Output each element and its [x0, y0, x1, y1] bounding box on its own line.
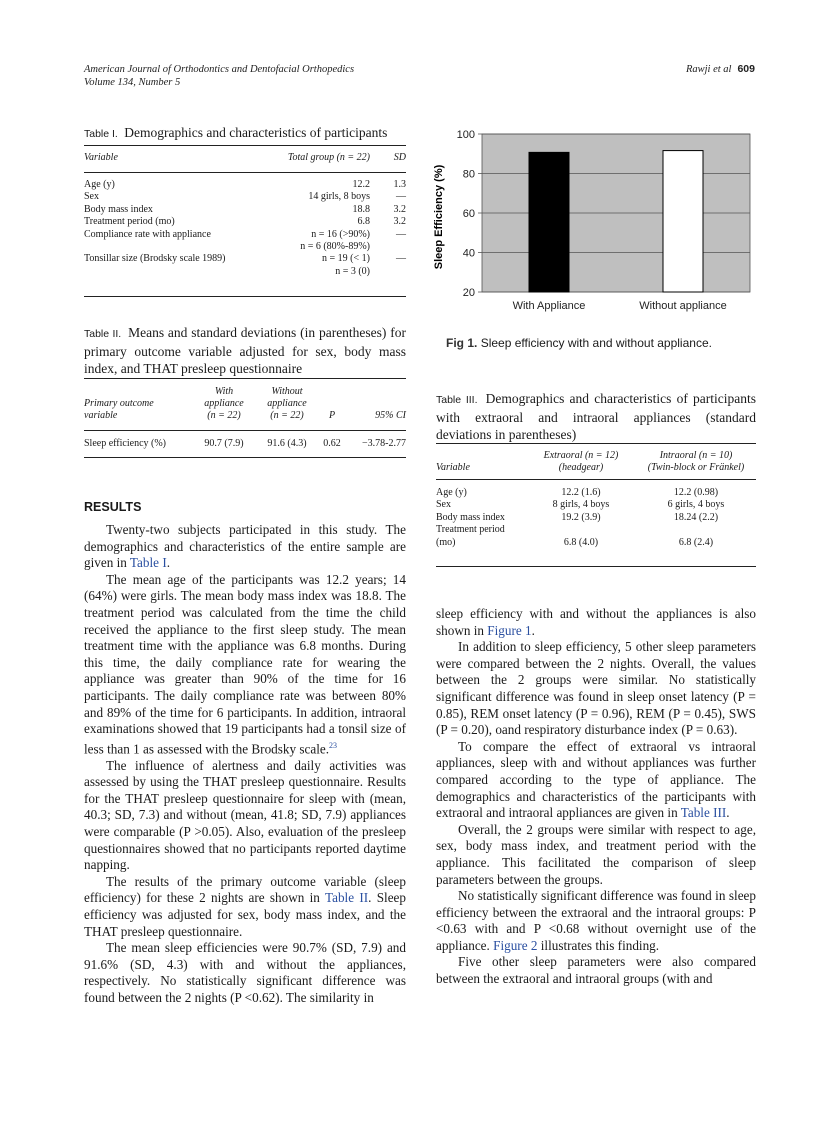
table1-cell-total: n = 3 (0)	[335, 265, 370, 277]
table2-label: Table II.	[84, 328, 122, 340]
table3-link[interactable]: Table III	[680, 805, 727, 821]
right-column-text	[436, 606, 756, 988]
table3-header	[436, 450, 756, 474]
table3-cell-intra: 6 girls, 4 boys	[667, 499, 725, 511]
table3-top-rule	[436, 443, 756, 444]
table1-cell-total: 18.8	[352, 203, 370, 215]
table2-caption	[84, 324, 406, 377]
table3-bottom-rule	[436, 566, 756, 567]
table-row	[436, 499, 756, 511]
table2-header	[84, 386, 406, 422]
table1-header-total: Total group (n = 22)	[287, 152, 370, 163]
table1-title: Demographics and characteristics of participants	[124, 125, 388, 140]
table1-cell-sd: —	[396, 228, 406, 240]
table-row	[84, 179, 406, 191]
table1-link[interactable]: Table I	[129, 555, 167, 571]
table3-caption	[436, 390, 756, 443]
table3-cell-variable: (mo)	[436, 536, 456, 548]
table1-cell-sd: 1.3	[393, 179, 406, 190]
paragraph: sleep efficiency with and without the appliances is also shown in Figure 1.	[436, 606, 756, 638]
paragraph: In addition to sleep efficiency, 5 other sleep parameters were compared between the 2 nights. Overall, the values between the 2 groups were similar. No statistically significant difference was found in sleep onset latency (P = 0.85), REM onset latency (P = 0.96), REM (P = 0.45), SWS (P = 0.20), oand respiratory disturbance index (P = 0.63).	[436, 639, 756, 738]
table1-header-rule	[84, 172, 406, 173]
x-category-label: With Appliance	[512, 300, 586, 312]
figure1-link[interactable]: Figure 1	[487, 622, 532, 638]
figure1-caption-text: Sleep efficiency with and without appliance.	[480, 336, 712, 350]
table2-body	[84, 438, 406, 450]
table3-cell-intra: 18.24 (2.2)	[673, 511, 719, 523]
table3-header-extraoral: Extraoral (n = 12) (headgear)	[543, 450, 619, 473]
table3-cell-intra	[636, 524, 756, 536]
table3-cell-variable: Sex	[436, 499, 451, 511]
paragraph: No statistically significant difference was found in sleep efficiency between the extraoral and the intraoral groups: P <0.63 with and P <0.68 without overnight use of the appliance. Figure 2 illustrates this finding.	[436, 888, 756, 953]
running-authors: Rawji et al	[685, 64, 732, 75]
table3-cell-intra: 12.2 (0.98)	[673, 487, 719, 498]
paragraph: The mean age of the participants was 12.2 years; 14 (64%) were girls. The mean body mass index was 18.8. The treatment period was calculated from the time the child received the appliance to the first sleep study. The mean treatment time with the appliance was 6.8 months. During this time, the daily compliance rate for wearing the appliance was greater than 90% of the time for 16 participants. The daily compliance rate was between 80% and 89% of the time for 6 participants. In addition, intraoral examinations showed that 19 participants had a tonsil size of less than 1 as assessed with the Brodsky scale.$^{23}$	[84, 571, 406, 757]
table1-cell-variable	[84, 266, 262, 278]
table-row	[84, 204, 406, 216]
table1-label: Table I.	[84, 128, 118, 140]
table1-caption	[84, 124, 406, 143]
table-row	[436, 524, 756, 536]
table2-header-rule	[84, 430, 406, 431]
table2-header-ci: 95% CI	[375, 410, 406, 421]
page-number: 609	[737, 63, 755, 75]
x-category-label: Without appliance	[639, 300, 727, 312]
table-row	[84, 241, 406, 253]
table3-cell-extra	[526, 524, 636, 536]
table3-cell-intra: 6.8 (2.4)	[678, 536, 714, 548]
table3-cell-variable: Treatment period	[436, 524, 505, 536]
table1	[84, 152, 406, 172]
reference-link[interactable]: 23	[329, 740, 338, 750]
table1-cell-variable	[84, 241, 262, 253]
table3-cell-extra: 8 girls, 4 boys	[552, 499, 610, 511]
paragraph: To compare the effect of extraoral vs intraoral appliances, sleep with and without appliances was further compared according to the type of appliance. The demographics and characteristics of the participants with extraoral and intraoral appliances are given in Table III.	[436, 738, 756, 821]
table1-cell-variable: Tonsillar size (Brodsky scale 1989)	[84, 253, 226, 265]
table2-top-rule	[84, 378, 406, 379]
table-row	[84, 216, 406, 228]
table1-cell-sd: —	[396, 191, 406, 203]
table3-header-intraoral: Intraoral (n = 10) (Twin-block or Fränkel)	[647, 450, 745, 473]
table3-cell-variable: Age (y)	[436, 487, 467, 498]
table3-body	[436, 487, 756, 549]
table1-cell-sd	[384, 241, 406, 253]
table1-cell-sd	[384, 266, 406, 278]
table2-header-p: P	[328, 410, 336, 421]
paragraph: The influence of alertness and daily activities was assessed by using the THAT presleep questionnaire. Results for the THAT presleep questionnaire for sleep with (mean, 40.3; SD, 7.3) and without (mean, 41.8; SD, 7.9) appliances were comparable (P >0.05). Also, evaluation of the presleep questionnaires showed that no participants reported daytime napping.	[84, 757, 406, 873]
table3-cell-extra: 19.2 (3.9)	[561, 511, 601, 523]
paragraph: Twenty-two subjects participated in this study. The demographics and characteristics of the entire sample are given in Table I.	[84, 522, 406, 571]
running-head	[620, 63, 755, 75]
table2-header-without: Without appliance (n = 22)	[267, 386, 307, 421]
table1-cell-variable: Treatment period (mo)	[84, 216, 175, 228]
table1-bottom-rule	[84, 296, 406, 297]
paragraph: The results of the primary outcome variable (sleep efficiency) for these 2 nights are shown in Table II. Sleep efficiency was adjusted for sex, body mass index, and the THAT presleep questionnaire.	[84, 873, 406, 939]
table3-cell-extra: 6.8 (4.0)	[563, 536, 599, 548]
table1-cell-total: n = 16 (>90%)	[311, 228, 370, 240]
table-row	[436, 487, 756, 499]
sleep-efficiency-chart	[432, 122, 762, 322]
table-row	[84, 253, 406, 265]
figure1-caption	[446, 336, 756, 350]
table1-cell-sd: 3.2	[393, 203, 406, 215]
figure2-link[interactable]: Figure 2	[493, 937, 538, 953]
table1-cell-sd: 3.2	[393, 216, 406, 228]
bar-0	[529, 152, 569, 292]
table3-title: Demographics and characteristics of participants with extraoral and intraoral appliances (standard deviations in parentheses)	[436, 391, 756, 442]
paragraph: Overall, the 2 groups were similar with respect to age, sex, body mass index, and treatment period with the appliance. This facilitated the comparison of sleep parameters between the groups.	[436, 821, 756, 887]
paragraph: Five other sleep parameters were also compared between the extraoral and intraoral groups (with and	[436, 954, 756, 987]
table1-header-sd: SD	[393, 152, 406, 163]
table1-cell-variable: Body mass index	[84, 203, 153, 215]
results-heading: RESULTS	[84, 500, 142, 514]
table3-label: Table III.	[436, 394, 478, 406]
paragraph: The mean sleep efficiencies were 90.7% (SD, 7.9) and 91.6% (SD, 4.3) with and without the appliances, respectively. No statistically significant difference was found between the 2 nights (P <0.62). The similarity in	[84, 940, 406, 1006]
table-row	[84, 229, 406, 241]
table-row: Sleep efficiency (%) 90.7 (7.9) 91.6 (4.3) 0.62 −3.78-2.77	[84, 438, 406, 449]
table3-header-variable: Variable	[436, 462, 470, 473]
journal-title: American Journal of Orthodontics and Dentofacial Orthopedics	[84, 64, 355, 75]
table1-cell-total: n = 19 (< 1)	[322, 253, 370, 265]
table1-body	[84, 179, 406, 278]
table2-header-variable: Primary outcome variable	[84, 398, 154, 421]
chart-ticks	[457, 129, 482, 299]
table3-header-rule	[436, 479, 756, 480]
table1-header-variable: Variable	[84, 152, 118, 163]
table1-top-rule	[84, 145, 406, 146]
y-tick-label: 100	[456, 129, 475, 141]
figure1-label: Fig 1.	[446, 336, 478, 350]
chart-ylabel: Sleep Efficiency (%)	[433, 164, 445, 270]
table1-cell-variable: Age (y)	[84, 179, 115, 190]
chart-grid	[482, 134, 750, 292]
table1-cell-variable: Compliance rate with appliance	[84, 228, 211, 240]
table3-cell-extra: 12.2 (1.6)	[561, 487, 601, 498]
table1-cell-total: n = 6 (80%-89%)	[300, 240, 370, 252]
y-tick-label: 60	[462, 208, 475, 220]
y-tick-label: 40	[462, 247, 475, 260]
table1-cell-variable: Sex	[84, 191, 99, 203]
journal-header	[84, 63, 354, 89]
journal-volume: Volume 134, Number 5	[84, 77, 181, 88]
table-row	[84, 191, 406, 203]
table-row	[436, 512, 756, 524]
table2-title: Means and standard deviations (in parentheses) for primary outcome variable adjusted for sex, body mass index, and THAT presleep questionnaire	[84, 325, 406, 376]
left-column-text	[84, 522, 406, 1007]
chart-categories	[513, 300, 727, 312]
table2-header-with: With appliance (n = 22)	[204, 386, 244, 421]
y-tick-label: 80	[462, 168, 475, 181]
bar-1	[663, 151, 703, 292]
table2-bottom-rule	[84, 457, 406, 458]
table-row	[84, 266, 406, 278]
table-row	[436, 537, 756, 549]
table1-cell-total: 6.8	[357, 216, 370, 228]
y-tick-label: 20	[462, 287, 475, 299]
table1-cell-sd: —	[396, 253, 406, 265]
table1-cell-total: 12.2	[352, 179, 370, 190]
table3-cell-variable: Body mass index	[436, 511, 505, 523]
table1-cell-total: 14 girls, 8 boys	[308, 191, 370, 203]
table1-header-row	[84, 152, 406, 172]
table2-link[interactable]: Table II	[324, 890, 369, 906]
